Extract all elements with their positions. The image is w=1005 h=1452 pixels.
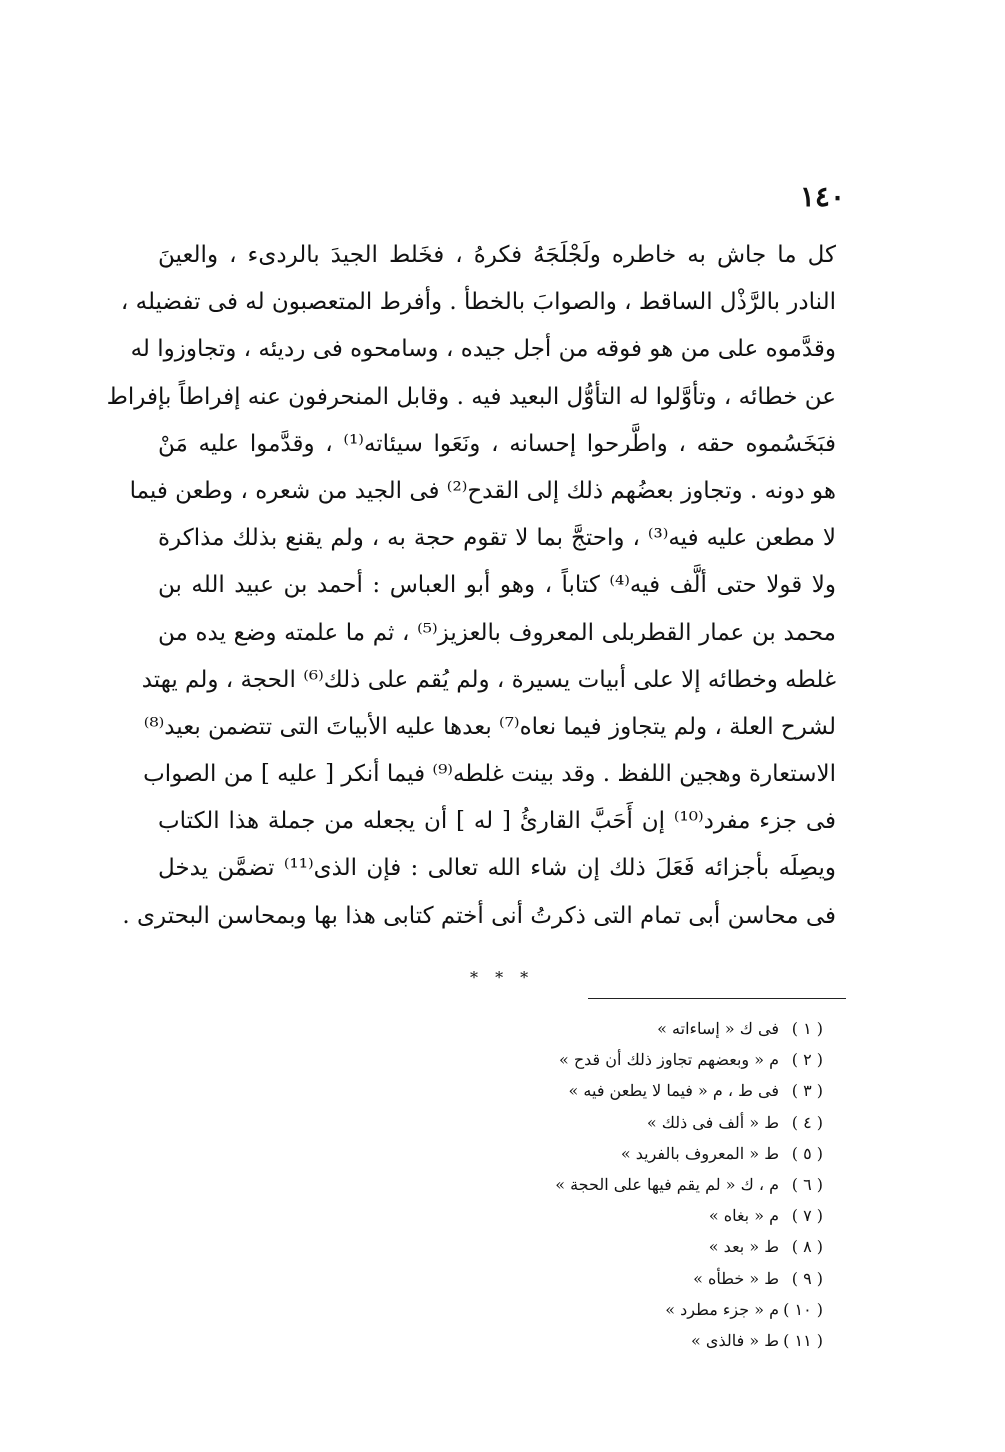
footnote-number: ( ٣ ) (791, 1081, 823, 1101)
footnote-text: ط « فالذى » (691, 1331, 779, 1351)
body-line: وقدَّموه على من هو فوقه من أجل جيده ، وسامحوه فى رديئه ، وتجاوزوا له (130, 336, 836, 363)
footnote (403, 1294, 823, 1325)
body-line: الاستعارة وهجين اللفظ . وقد بينت غلطه⁽⁹⁾ فيما أنكر [ عليه ] من الصواب (143, 761, 836, 788)
footnote-number: ( ١١ ) (783, 1331, 823, 1351)
body-line: غلطه وخطائه إلا على أبيات يسيرة ، ولم يُقم على ذلك⁽⁶⁾ الحجة ، ولم يهتد (141, 666, 836, 693)
footnote-text: ط « خطأه » (693, 1268, 779, 1288)
footnote-number: ( ٤ ) (791, 1112, 823, 1132)
footnote-text: م « جزء مطرد » (665, 1299, 779, 1319)
body-line: فى محاسن أبى تمام التى ذكرتُ أنى أختم كتابى هذا بها وبمحاسن البحترى . (122, 902, 836, 929)
footnote-number: ( ٥ ) (791, 1143, 823, 1163)
footnote-text: م « وبعضهم تجاوز ذلك أن قدح » (558, 1050, 779, 1070)
footnote-rule (588, 998, 846, 999)
footnote-text: ط « ألف فى ذلك » (646, 1112, 779, 1132)
footnote-number: ( ١٠ ) (783, 1299, 823, 1319)
footnote-number: ( ٩ ) (791, 1268, 823, 1288)
footnote-number: ( ٦ ) (791, 1175, 823, 1195)
footnote-number: ( ٧ ) (791, 1206, 823, 1226)
footnote-number: ( ٢ ) (791, 1050, 823, 1070)
footnote (403, 1325, 823, 1356)
footnotes (403, 1013, 823, 1356)
body-line: ولا قولا حتى ألَّف فيه⁽⁴⁾ كتاباً ، وهو أبو العباس : أحمد بن عبيد الله بن (158, 572, 836, 599)
footnote (403, 1013, 823, 1044)
footnote (403, 1200, 823, 1231)
footnote (403, 1044, 823, 1075)
footnote (403, 1075, 823, 1106)
page-number: ١٤٠ (799, 180, 845, 213)
footnote-text: م « بغاه » (708, 1206, 779, 1226)
footnote-number: ( ١ ) (791, 1019, 823, 1038)
footnote (403, 1169, 823, 1200)
footnote (403, 1107, 823, 1138)
section-separator: * * * (470, 968, 535, 987)
footnote-text: ط « بعد » (708, 1237, 779, 1257)
body-line: عن خطائه ، وتأوَّلوا له التأوُّل البعيد فيه . وقابل المنحرفون عنه إفراطاً بإفراط (106, 383, 836, 410)
body-line: لا مطعن عليه فيه⁽³⁾ ، واحتجَّ بما لا تقوم حجة به ، ولم يقنع بذلك مذاكرة (158, 525, 836, 552)
footnote-text: فى ك « إساءاته » (657, 1019, 779, 1038)
footnote (403, 1263, 823, 1294)
body-text (106, 232, 836, 940)
body-line: محمد بن عمار القطربلى المعروف بالعزيز⁽⁵⁾ ، ثم ما علمته وضع يده من (158, 619, 836, 646)
body-line: كل ما جاش به خاطره ولَجْلَجَهُ فكرهُ ، فخَلط الجيدَ بالردىء ، والعينَ (158, 242, 836, 268)
footnote-number: ( ٨ ) (791, 1237, 823, 1257)
footnote-text: فى ط ، م « فيما لا يطعن فيه » (568, 1081, 779, 1101)
footnote-text: ط « المعروف بالفريد » (620, 1143, 779, 1163)
body-line: فى جزء مفرد⁽¹⁰⁾ إن أَحَبَّ القارئُ [ له ] أن يجعله من جملة هذا الكتاب (158, 808, 836, 835)
footnote-text: م ، ك « لم يقم فيها على الحجة » (555, 1175, 779, 1195)
body-line: ويصِلَه بأجزائه فَعَلَ ذلك إن شاء الله تعالى : فإن الذى⁽¹¹⁾ تضمَّن يدخل (158, 855, 836, 882)
footnote (403, 1138, 823, 1169)
footnote (403, 1231, 823, 1262)
body-line: لشرح العلة ، ولم يتجاوز فيما نعاه⁽⁷⁾ بعدها عليه الأبياتَ التى تتضمن بعيد⁽⁸⁾ (143, 713, 836, 740)
body-line: فبَخَسُموه حقه ، واطَّرحوا إحسانه ، ونَعَوا سيئاته⁽¹⁾ ، وقدَّموا عليه مَنْ (158, 430, 836, 457)
body-line: النادر بالرَّذْل الساقط ، والصوابَ بالخطأ . وأفرط المتعصبون له فى تفضيله ، (120, 289, 836, 316)
body-line: هو دونه . وتجاوز بعضُهم ذلك إلى القدح⁽²⁾ فى الجيد من شعره ، وطعن فيما (129, 477, 836, 504)
